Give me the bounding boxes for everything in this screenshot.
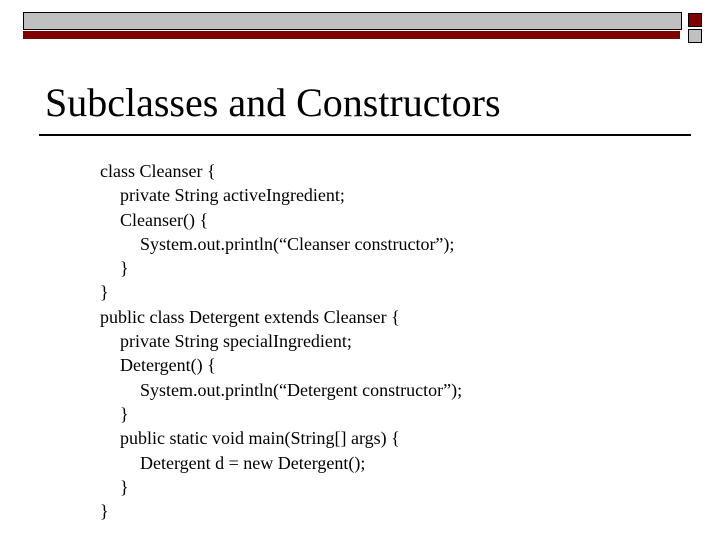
code-line: System.out.println(“Cleanser constructor”); [140, 233, 455, 254]
corner-square-dark [688, 13, 702, 27]
title-underline [39, 134, 691, 136]
code-line: System.out.println(“Detergent constructor”); [140, 379, 463, 400]
code-block [100, 159, 462, 523]
code-line: class Cleanser { [100, 161, 216, 181]
code-line: Detergent() { [120, 355, 216, 376]
code-line: public class Detergent extends Cleanser { [100, 306, 400, 327]
code-line: } [100, 501, 109, 522]
code-line: } [100, 282, 109, 303]
code-line: Detergent d = new Detergent(); [140, 452, 366, 473]
accent-line [23, 31, 680, 39]
code-line: } [120, 258, 129, 279]
slide-title: Subclasses and Constructors [45, 80, 501, 125]
code-line: } [120, 403, 129, 424]
corner-square-light [688, 29, 702, 43]
code-line: private String specialIngredient; [120, 331, 352, 352]
header-band [23, 12, 682, 30]
code-line: Cleanser() { [120, 209, 209, 230]
code-line: } [120, 476, 129, 497]
code-line: public static void main(String[] args) { [120, 428, 400, 449]
code-line: private String activeIngredient; [120, 185, 345, 206]
